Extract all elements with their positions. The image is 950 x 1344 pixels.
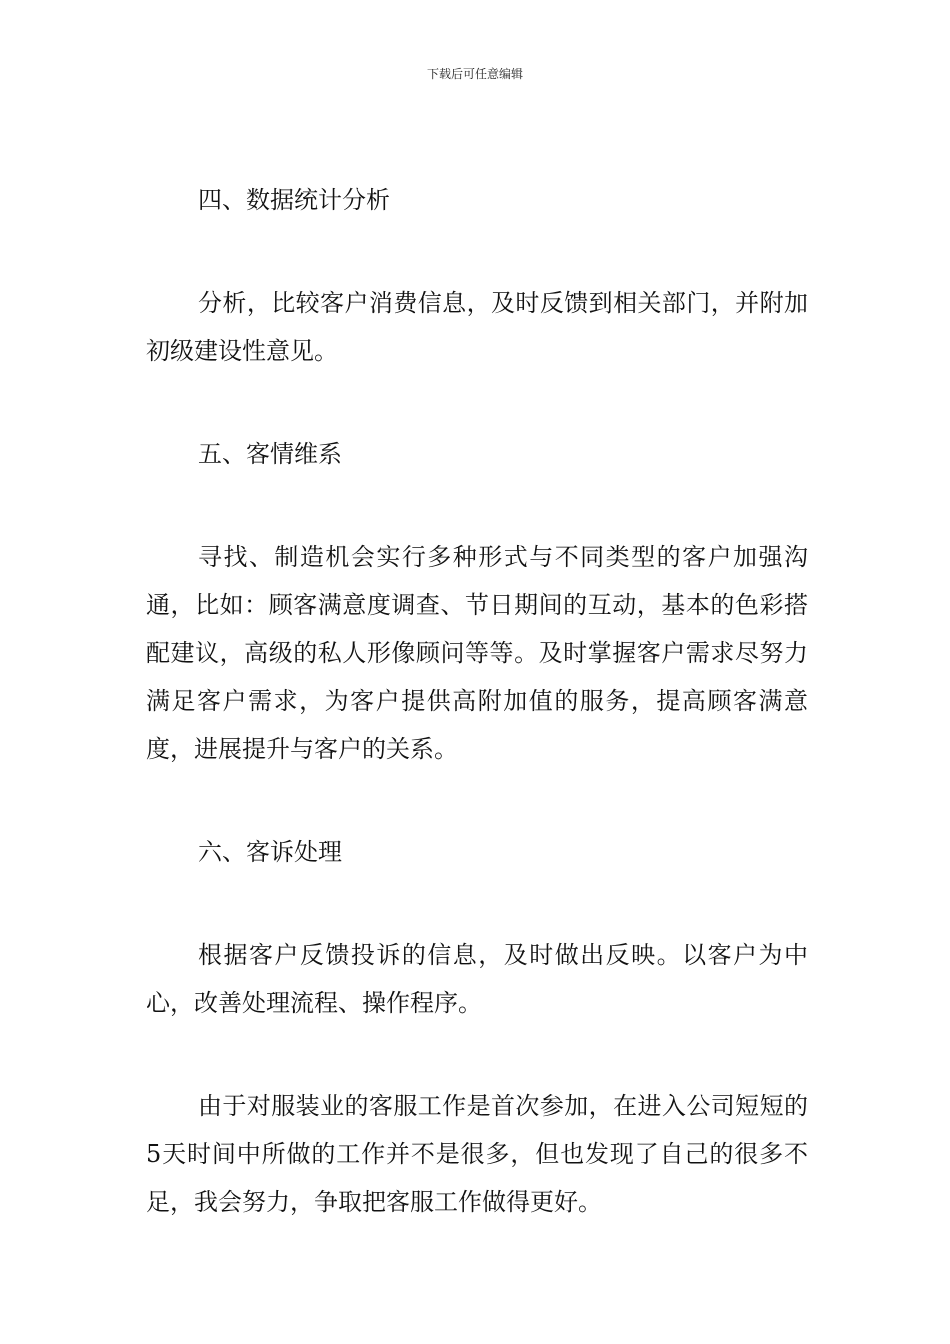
section-heading-customer-relations: 五、客情维系 [198, 440, 342, 468]
section-heading-statistics: 四、数据统计分析 [198, 186, 390, 214]
section-heading-complaints: 六、客诉处理 [198, 838, 342, 866]
paragraph-customer-relations: 寻找、制造机会实行多种形式与不同类型的客户加强沟通，比如：顾客满意度调查、节日期间的互动，基本的色彩搭配建议，高级的私人形像顾问等等。及时掌握客户需求尽努力满足客户需求，为客户提供高附加值的服务，提高顾客满意度，进展提升与客户的关系。 [146, 543, 808, 763]
paragraph-complaints: 根据客户反馈投诉的信息，及时做出反映。以客户为中心，改善处理流程、操作程序。 [146, 941, 808, 1017]
paragraph-conclusion: 由于对服装业的客服工作是首次参加，在进入公司短短的5天时间中所做的工作并不是很多，但也发现了自己的很多不足，我会努力，争取把客服工作做得更好。 [146, 1092, 808, 1216]
paragraph-statistics: 分析，比较客户消费信息，及时反馈到相关部门，并附加初级建设性意见。 [146, 289, 808, 365]
document-body [146, 176, 808, 1226]
header-note: 下载后可任意编辑 [426, 67, 523, 81]
